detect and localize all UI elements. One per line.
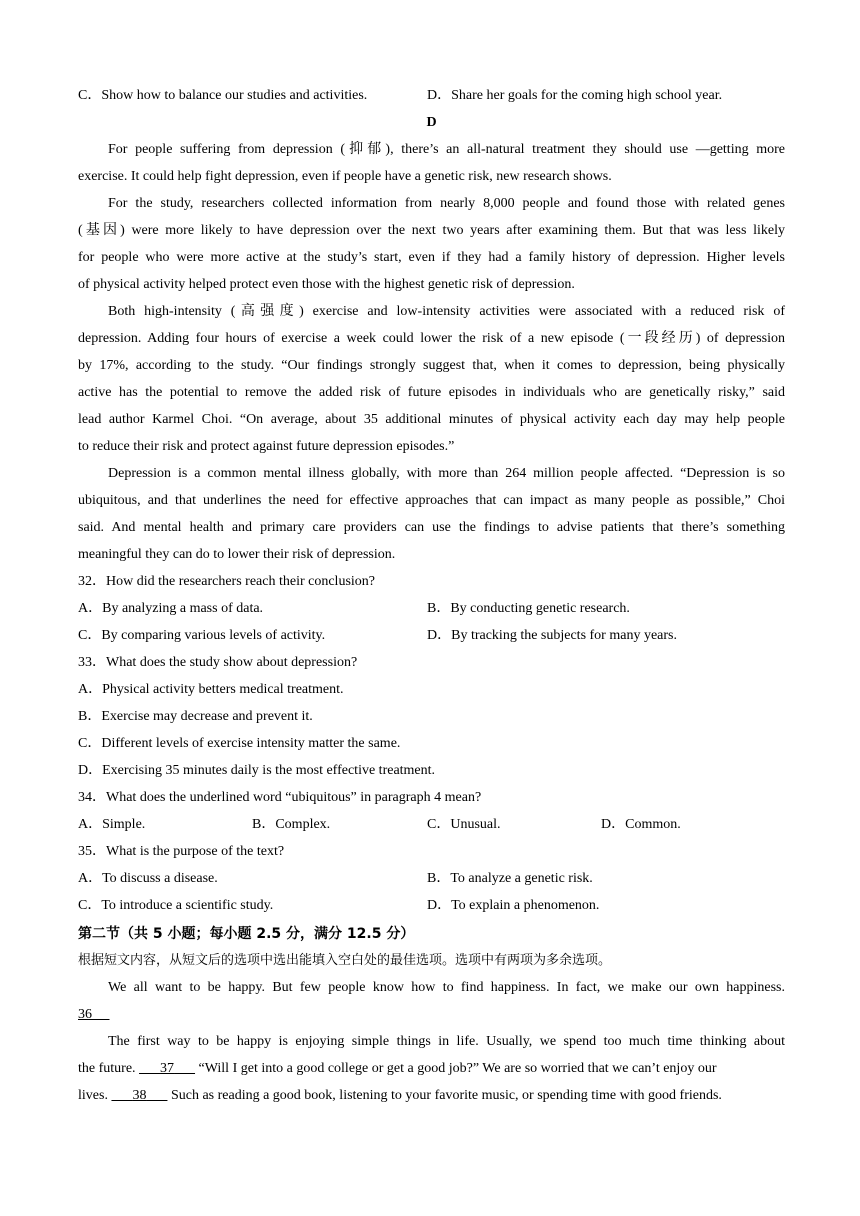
section-instruction: 根据短文内容，从短文后的选项中选出能填入空白处的最佳选项。选项中有两项为多余选项。: [78, 953, 612, 968]
question-stem: 35．What is the purpose of the text?: [78, 844, 285, 859]
option-a: A．To discuss a disease.: [78, 871, 218, 886]
passage-line: (基因) were more likely to have depression over the next two years after examining them. But that was less likely: [78, 223, 785, 238]
passage-line: ubiquitous, and that underlines the need for effective approaches that can impact as many people as possible,” Choi: [78, 493, 785, 508]
blank-38: 38: [132, 1088, 147, 1103]
option-c: C．By comparing various levels of activity.: [78, 628, 326, 643]
option-d: D．Exercising 35 minutes daily is the most effective treatment.: [78, 763, 436, 778]
option-b: B．Exercise may decrease and prevent it.: [78, 709, 313, 724]
blank-37: 37: [160, 1061, 175, 1076]
passage-line: lead author Karmel Choi. “On average, about 35 additional minutes of physical activity each day may help people: [78, 412, 785, 427]
passage-label: D: [426, 115, 437, 130]
passage-line: depression. Adding four hours of exercise a week could lower the risk of a new episode (一段经历) of depression: [78, 331, 785, 346]
paragraph-line: [78, 1059, 785, 1079]
passage-line: For the study, researchers collected information from nearly 8,000 people and found those with related genes: [108, 196, 785, 211]
passage-line: by 17%, according to the study. “Our findings strongly suggest that, when it comes to depression, being physically: [78, 358, 785, 373]
text-fragment: “Will I get into a good college or get a good job?” We are so worried that we can’t enjoy our: [198, 1061, 717, 1076]
option-c: C．To introduce a scientific study.: [78, 898, 274, 913]
question-stem: 33．What does the study show about depression?: [78, 655, 358, 670]
option-a: A．By analyzing a mass of data.: [78, 601, 264, 616]
option-d: D．To explain a phenomenon.: [427, 898, 600, 913]
paragraph-line: [78, 1086, 785, 1106]
option-b: B．Complex.: [252, 817, 331, 832]
passage-line: of physical activity helped protect even those with the highest genetic risk of depression.: [78, 277, 575, 292]
option-d: D．By tracking the subjects for many years.: [427, 628, 677, 643]
option-c: C．Unusual.: [427, 817, 501, 832]
blank-number: 36: [78, 1007, 92, 1022]
passage-line: for people who were more active at the study’s start, even if they had a family history of depression. Higher levels: [78, 250, 785, 265]
passage-line: to reduce their risk and protect against future depression episodes.”: [78, 439, 455, 454]
section-heading: 第二节（共 5 小题；每小题 2.5 分，满分 12.5 分）: [78, 926, 415, 942]
passage-line: Both high-intensity (高强度) exercise and low-intensity activities were associated with a reduced risk of: [108, 304, 785, 319]
option-b: B．By conducting genetic research.: [427, 601, 630, 616]
option-c: C．Show how to balance our studies and activities.: [78, 88, 368, 103]
blank-36: [78, 1005, 785, 1025]
passage-line: Depression is a common mental illness globally, with more than 264 million people affected. “Depression is so: [108, 466, 785, 481]
question-stem: 32．How did the researchers reach their conclusion?: [78, 574, 375, 589]
passage-line: exercise. It could help fight depression, even if people have a genetic risk, new research shows.: [78, 169, 612, 184]
passage-line: said. And mental health and primary care providers can use the findings to advise patients that there’s something: [78, 520, 785, 535]
question-stem: 34．What does the underlined word “ubiquitous” in paragraph 4 mean?: [78, 790, 482, 805]
passage-line: meaningful they can do to lower their risk of depression.: [78, 547, 396, 562]
passage-line: For people suffering from depression (抑郁), there’s an all-natural treatment they should use —getting more: [108, 142, 785, 157]
text-fragment: the future.: [78, 1061, 136, 1076]
text-fragment: lives.: [78, 1088, 108, 1103]
option-c: C．Different levels of exercise intensity matter the same.: [78, 736, 401, 751]
paragraph-line: The first way to be happy is enjoying simple things in life. Usually, we spend too much time thinking about: [108, 1034, 785, 1049]
option-d: D．Share her goals for the coming high school year.: [427, 88, 723, 103]
text-fragment: Such as reading a good book, listening to your favorite music, or spending time with good friends.: [170, 1088, 722, 1103]
option-a: A．Simple.: [78, 817, 146, 832]
passage-line: active has the potential to remove the added risk of future episodes in individuals who are genetically risky,” said: [78, 385, 785, 400]
option-a: A．Physical activity betters medical treatment.: [78, 682, 344, 697]
option-b: B．To analyze a genetic risk.: [427, 871, 593, 886]
option-d: D．Common.: [601, 817, 681, 832]
paragraph-line: We all want to be happy. But few people know how to find happiness. In fact, we make our own happiness.: [108, 980, 785, 995]
